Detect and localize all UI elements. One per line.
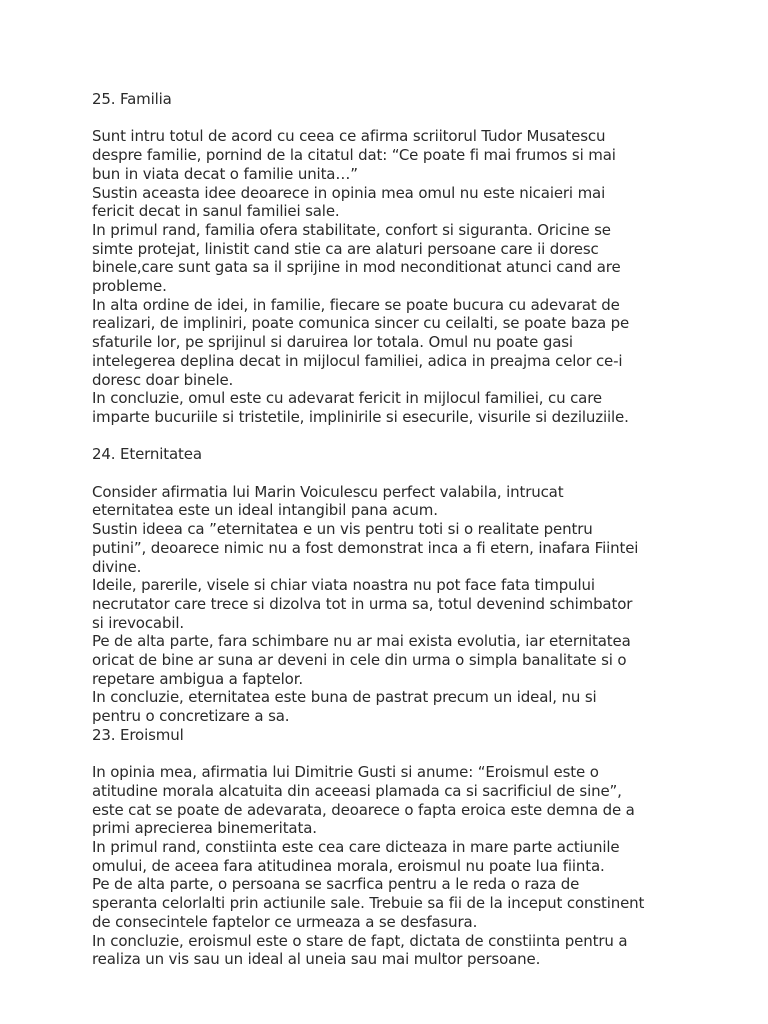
text-line: despre familie, pornind de la citatul dat: “Ce poate fi mai frumos si mai bbox=[92, 146, 616, 165]
section-body bbox=[92, 127, 712, 426]
text-line: pentru o concretizare a sa. bbox=[92, 707, 290, 726]
text-line: si irevocabil. bbox=[92, 613, 185, 632]
text-line: In concluzie, eroismul este o stare de fapt, dictata de constiinta pentru a bbox=[92, 931, 628, 950]
paragraph-gap bbox=[92, 464, 712, 483]
text-line: putini”, deoarece nimic nu a fost demonstrat inca a fi etern, inafara Fiintei bbox=[92, 538, 639, 557]
text-line: eternitatea este un ideal intangibil pana acum. bbox=[92, 501, 438, 520]
text-line: In opinia mea, afirmatia lui Dimitrie Gusti si anume: “Eroismul este o bbox=[92, 763, 599, 782]
text-line: oricat de bine ar suna ar deveni in cele din urma o simpla banalitate si o bbox=[92, 651, 627, 670]
text-line: Pe de alta parte, o persoana se sacrfica pentru a le reda o raza de bbox=[92, 875, 580, 894]
text-line: Ideile, parerile, visele si chiar viata noastra nu pot face fata timpului bbox=[92, 576, 595, 595]
text-line: simte protejat, linistit cand stie ca are alaturi persoane care ii doresc bbox=[92, 239, 599, 258]
text-line: doresc doar binele. bbox=[92, 370, 234, 389]
section-heading: 24. Eternitatea bbox=[92, 445, 202, 464]
text-line: In primul rand, familia ofera stabilitate, confort si siguranta. Oricine se bbox=[92, 220, 611, 239]
text-line: realizari, de impliniri, poate comunica sincer cu ceilalti, se poate baza pe bbox=[92, 314, 630, 333]
text-line: primi aprecierea binemeritata. bbox=[92, 819, 317, 838]
section-body bbox=[92, 763, 712, 969]
text-line: Sustin aceasta idee deoarece in opinia mea omul nu este nicaieri mai bbox=[92, 183, 606, 202]
paragraph-gap bbox=[92, 745, 712, 764]
text-line: bun in viata decat o familie unita…” bbox=[92, 164, 358, 183]
section-heading: 25. Familia bbox=[92, 90, 172, 108]
text-line: Consider afirmatia lui Marin Voiculescu perfect valabila, intrucat bbox=[92, 482, 564, 501]
text-line: este cat se poate de adevarata, deoarece o fapta eroica este demna de a bbox=[92, 800, 635, 819]
text-line: imparte bucuriile si tristetile, implinirile si esecurile, visurile si deziluziile. bbox=[92, 407, 629, 426]
text-line: binele,care sunt gata sa il sprijine in mod neconditionat atunci cand are bbox=[92, 258, 621, 277]
document-page bbox=[92, 90, 712, 969]
text-line: sfaturile lor, pe sprijinul si daruirea lor totala. Omul nu poate gasi bbox=[92, 333, 573, 352]
text-line: In alta ordine de idei, in familie, fiecare se poate bucura cu adevarat de bbox=[92, 295, 620, 314]
text-line: speranta celorlalti prin actiunile sale. Trebuie sa fii de la inceput constinent bbox=[92, 894, 645, 913]
section-heading: 23. Eroismul bbox=[92, 725, 184, 744]
text-line: intelegerea deplina decat in mijlocul familiei, adica in preajma celor ce-i bbox=[92, 351, 623, 370]
paragraph-gap bbox=[92, 109, 712, 128]
text-line: omului, de aceea fara atitudinea morala, eroismul nu poate lua fiinta. bbox=[92, 856, 605, 875]
text-line: realiza un vis sau un ideal al uneia sau mai multor persoane. bbox=[92, 950, 541, 969]
paragraph-gap bbox=[92, 427, 712, 446]
text-line: divine. bbox=[92, 557, 142, 576]
text-line: In concluzie, eternitatea este buna de pastrat precum un ideal, nu si bbox=[92, 688, 597, 707]
text-line: Sustin ideea ca ”eternitatea e un vis pentru toti si o realitate pentru bbox=[92, 520, 593, 539]
text-line: In concluzie, omul este cu adevarat fericit in mijlocul familiei, cu care bbox=[92, 389, 602, 408]
text-line: atitudine morala alcatuita din aceeasi plamada ca si sacrificiul de sine”, bbox=[92, 781, 622, 800]
text-line: In primul rand, constiinta este cea care dicteaza in mare parte actiunile bbox=[92, 838, 620, 857]
text-line: de consecintele faptelor ce urmeaza a se desfasura. bbox=[92, 912, 478, 931]
text-line: necrutator care trece si dizolva tot in urma sa, totul devenind schimbator bbox=[92, 594, 633, 613]
section-body bbox=[92, 483, 712, 726]
text-line: fericit decat in sanul familiei sale. bbox=[92, 202, 340, 221]
text-line: probleme. bbox=[92, 277, 167, 296]
text-line: Pe de alta parte, fara schimbare nu ar mai exista evolutia, iar eternitatea bbox=[92, 632, 631, 651]
text-line: Sunt intru totul de acord cu ceea ce afirma scriitorul Tudor Musatescu bbox=[92, 127, 606, 146]
text-line: repetare ambigua a faptelor. bbox=[92, 669, 303, 688]
